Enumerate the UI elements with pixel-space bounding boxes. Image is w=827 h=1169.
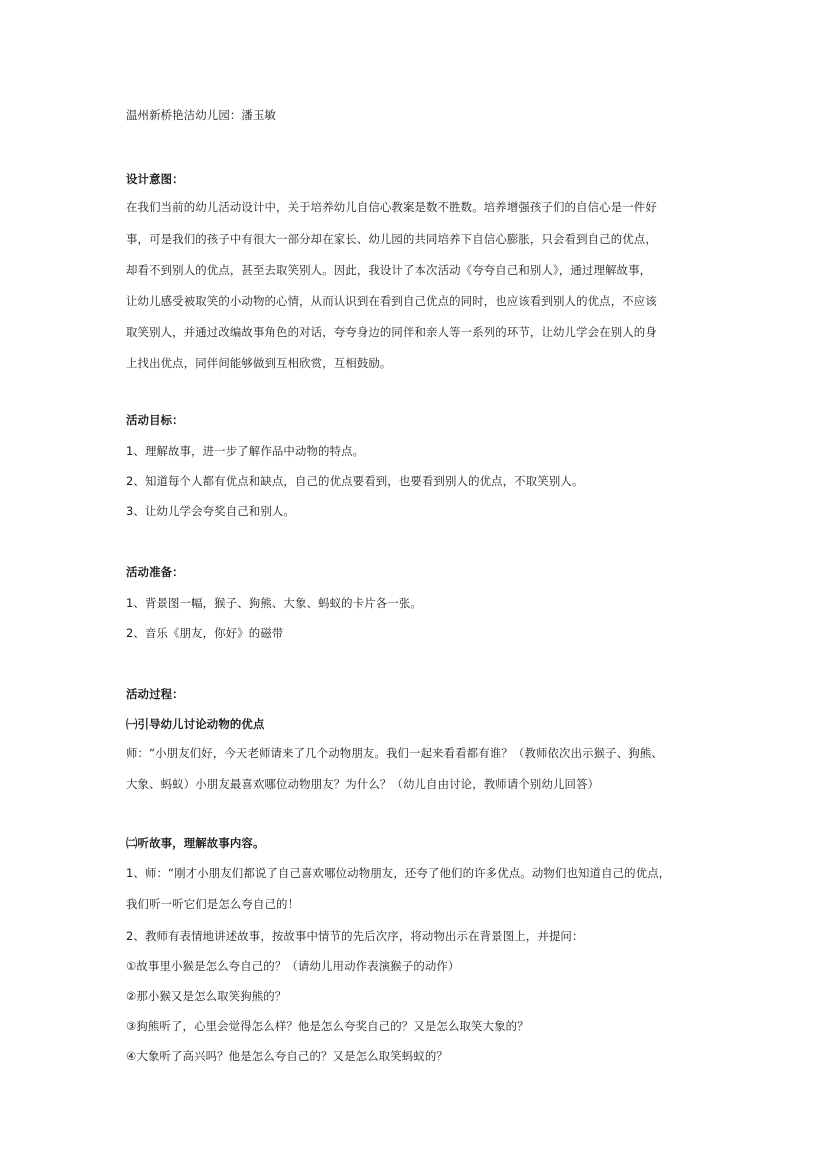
process-part2-line: ④大象听了高兴吗？他是怎么夸自己的？又是怎么取笑蚂蚁的？ [126,1049,448,1063]
prep-heading: 活动准备： [126,565,184,579]
prep-item: 2、音乐《朋友，你好》的磁带 [126,626,284,640]
intent-paragraph-line: 让幼儿感受被取笑的小动物的心情，从而认识到在看到自己优点的同时，也应该看到别人的优点，不应该 [126,294,657,308]
author-line: 温州新桥艳洁幼儿园：潘玉敏 [126,108,277,122]
process-part1-line: 师：“小朋友们好，今天老师请来了几个动物朋友。我们一起来看看都有谁？（教师依次出示猴子、狗熊、 [126,746,663,760]
process-part2-line: 2、教师有表情地讲述故事，按故事中情节的先后次序，将动物出示在背景图上，并提问： [126,929,584,943]
goal-item: 2、知道每个人都有优点和缺点，自己的优点要看到，也要看到别人的优点，不取笑别人。 [126,474,584,488]
process-part1-heading: ㈠引导幼儿讨论动物的优点 [126,717,265,731]
process-heading: 活动过程： [126,687,184,701]
process-part2-line: 1、师：“刚才小朋友们都说了自己喜欢哪位动物朋友，还夸了他们的许多优点。动物们也知道自己的优点， [126,866,671,880]
intent-paragraph-line: 在我们当前的幼儿活动设计中，关于培养幼儿自信心教案是数不胜数。培养增强孩子们的自信心是一件好 [126,200,657,214]
process-part1-line: 大象、蚂蚁）小朋友最喜欢哪位动物朋友？为什么？（幼儿自由讨论，教师请个别幼儿回答） [126,777,600,791]
goals-heading: 活动目标： [126,413,184,427]
process-part2-line: ①故事里小猴是怎么夸自己的？（请幼儿用动作表演猴子的动作） [126,959,460,973]
process-part2-line: ③狗熊听了，心里会觉得怎么样？他是怎么夸奖自己的？又是怎么取笑大象的？ [126,1019,529,1033]
intent-paragraph-line: 事，可是我们的孩子中有很大一部分却在家长、幼儿园的共同培养下自信心膨胀，只会看到自己的优点， [126,232,657,246]
process-part2-heading: ㈡听故事，理解故事内容。 [126,836,265,850]
goal-item: 1、理解故事，进一步了解作品中动物的特点。 [126,444,365,458]
intent-paragraph-line: 却看不到别人的优点，甚至去取笑别人。因此，我设计了本次活动《夸夸自己和别人》，通过理解故事， [126,263,652,277]
intent-paragraph-line: 上找出优点，同伴间能够做到互相欣赏，互相鼓励。 [126,356,392,370]
intent-heading: 设计意图： [126,172,184,186]
prep-item: 1、背景图一幅，猴子、狗熊、大象、蚂蚁的卡片各一张。 [126,596,422,610]
goal-item: 3、让幼儿学会夸奖自己和别人。 [126,504,295,518]
process-part2-line: ②那小猴又是怎么取笑狗熊的？ [126,989,287,1003]
intent-paragraph-line: 取笑别人，并通过改编故事角色的对话，夸夸身边的同伴和亲人等一系列的环节，让幼儿学会在别人的身 [126,325,657,339]
process-part2-line: 我们听一听它们是怎么夸自己的！ [126,897,300,911]
